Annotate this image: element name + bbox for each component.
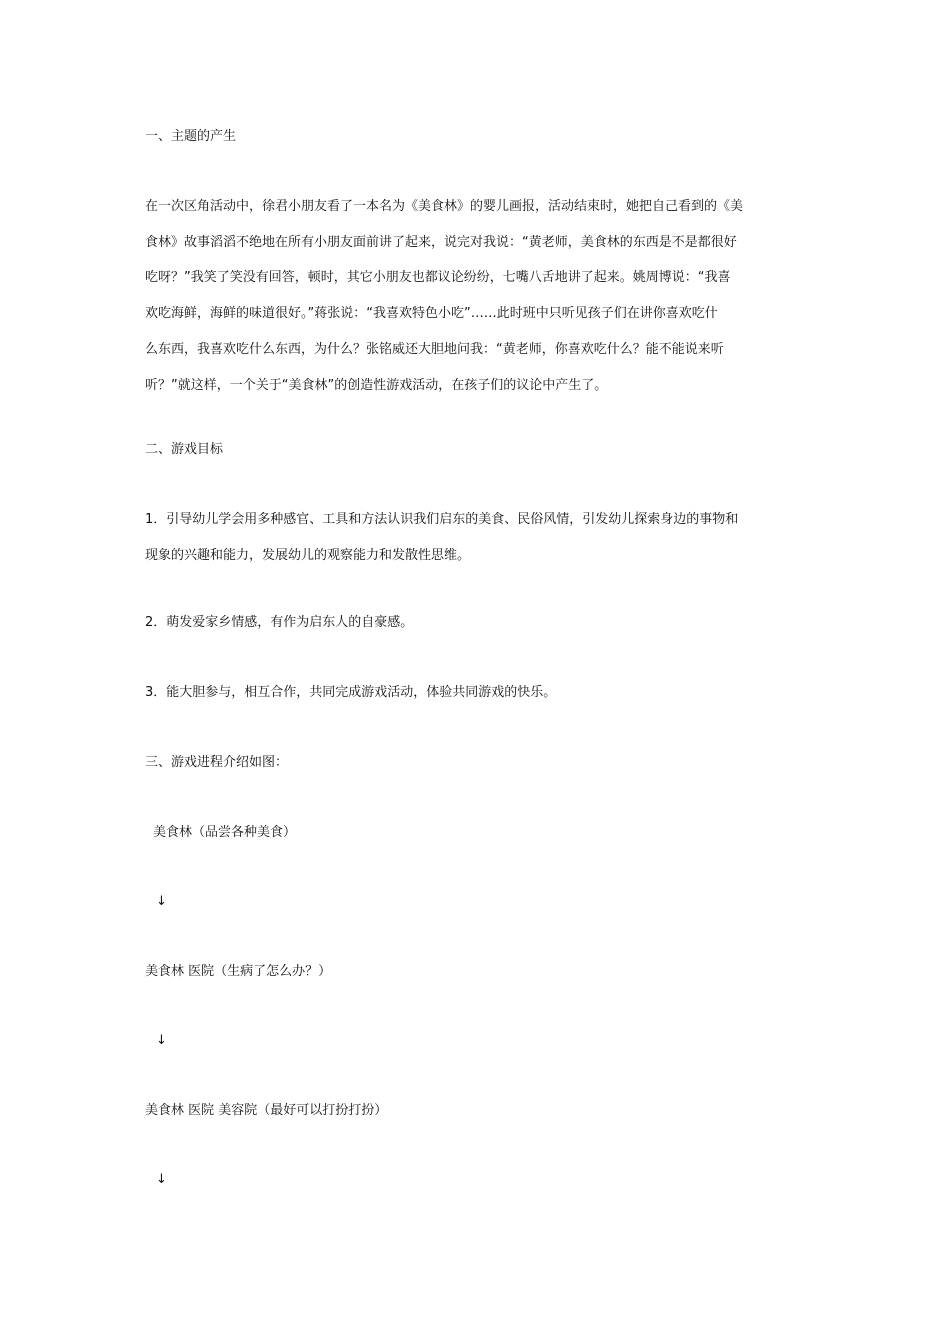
paragraph-line: 在一次区角活动中，徐君小朋友看了一本名为《美食林》的婴儿画报，活动结束时，她把自己看到的《美 <box>145 199 744 214</box>
paragraph-line: 1．引导幼儿学会用多种感官、工具和方法认识我们启东的美食、民俗风情，引发幼儿探索身边的事物和 <box>145 512 739 527</box>
paragraph-line: 食林》故事滔滔不绝地在所有小朋友面前讲了起来，说完对我说：“黄老师，美食林的东西是不是都很好 <box>145 234 737 250</box>
goal-1-paragraph <box>145 502 810 573</box>
paragraph-line: 现象的兴趣和能力，发展幼儿的观察能力和发散性思维。 <box>145 547 471 563</box>
down-arrow-icon: ↓ <box>156 1033 167 1048</box>
down-arrow-icon: ↓ <box>156 1172 167 1187</box>
section-heading-process: 三、游戏进程介绍如图： <box>145 755 289 770</box>
paragraph-line: 听？”就这样，一个关于“美食林”的创造性游戏活动，在孩子们的议论中产生了。 <box>145 377 608 393</box>
goal-3: 3．能大胆参与，相互合作，共同完成游戏活动，体验共同游戏的快乐。 <box>145 685 557 700</box>
down-arrow-icon: ↓ <box>156 894 167 909</box>
process-step-1: 美食林（品尝各种美食） <box>153 825 297 840</box>
paragraph-line: 欢吃海鲜，海鲜的味道很好。”蒋张说：“我喜欢特色小吃”……此时班中只听见孩子们在讲你喜欢吃什 <box>145 306 718 322</box>
section-heading-origin: 一、主题的产生 <box>145 129 237 144</box>
process-step-3: 美食林 医院 美容院（最好可以打扮打扮） <box>145 1103 388 1118</box>
section-heading-goals: 二、游戏目标 <box>145 442 224 457</box>
goal-2: 2．萌发爱家乡情感，有作为启东人的自豪感。 <box>145 615 414 630</box>
paragraph-line: 么东西，我喜欢吃什么东西，为什么？张铭威还大胆地问我：“黄老师，你喜欢吃什么？能不能说来听 <box>145 341 724 357</box>
process-step-2: 美食林 医院（生病了怎么办？） <box>145 964 332 979</box>
origin-paragraph <box>145 189 810 403</box>
paragraph-line: 吃呀？”我笑了笑没有回答，顿时，其它小朋友也都议论纷纷，七嘴八舌地讲了起来。姚周博说：“我喜 <box>145 270 731 286</box>
